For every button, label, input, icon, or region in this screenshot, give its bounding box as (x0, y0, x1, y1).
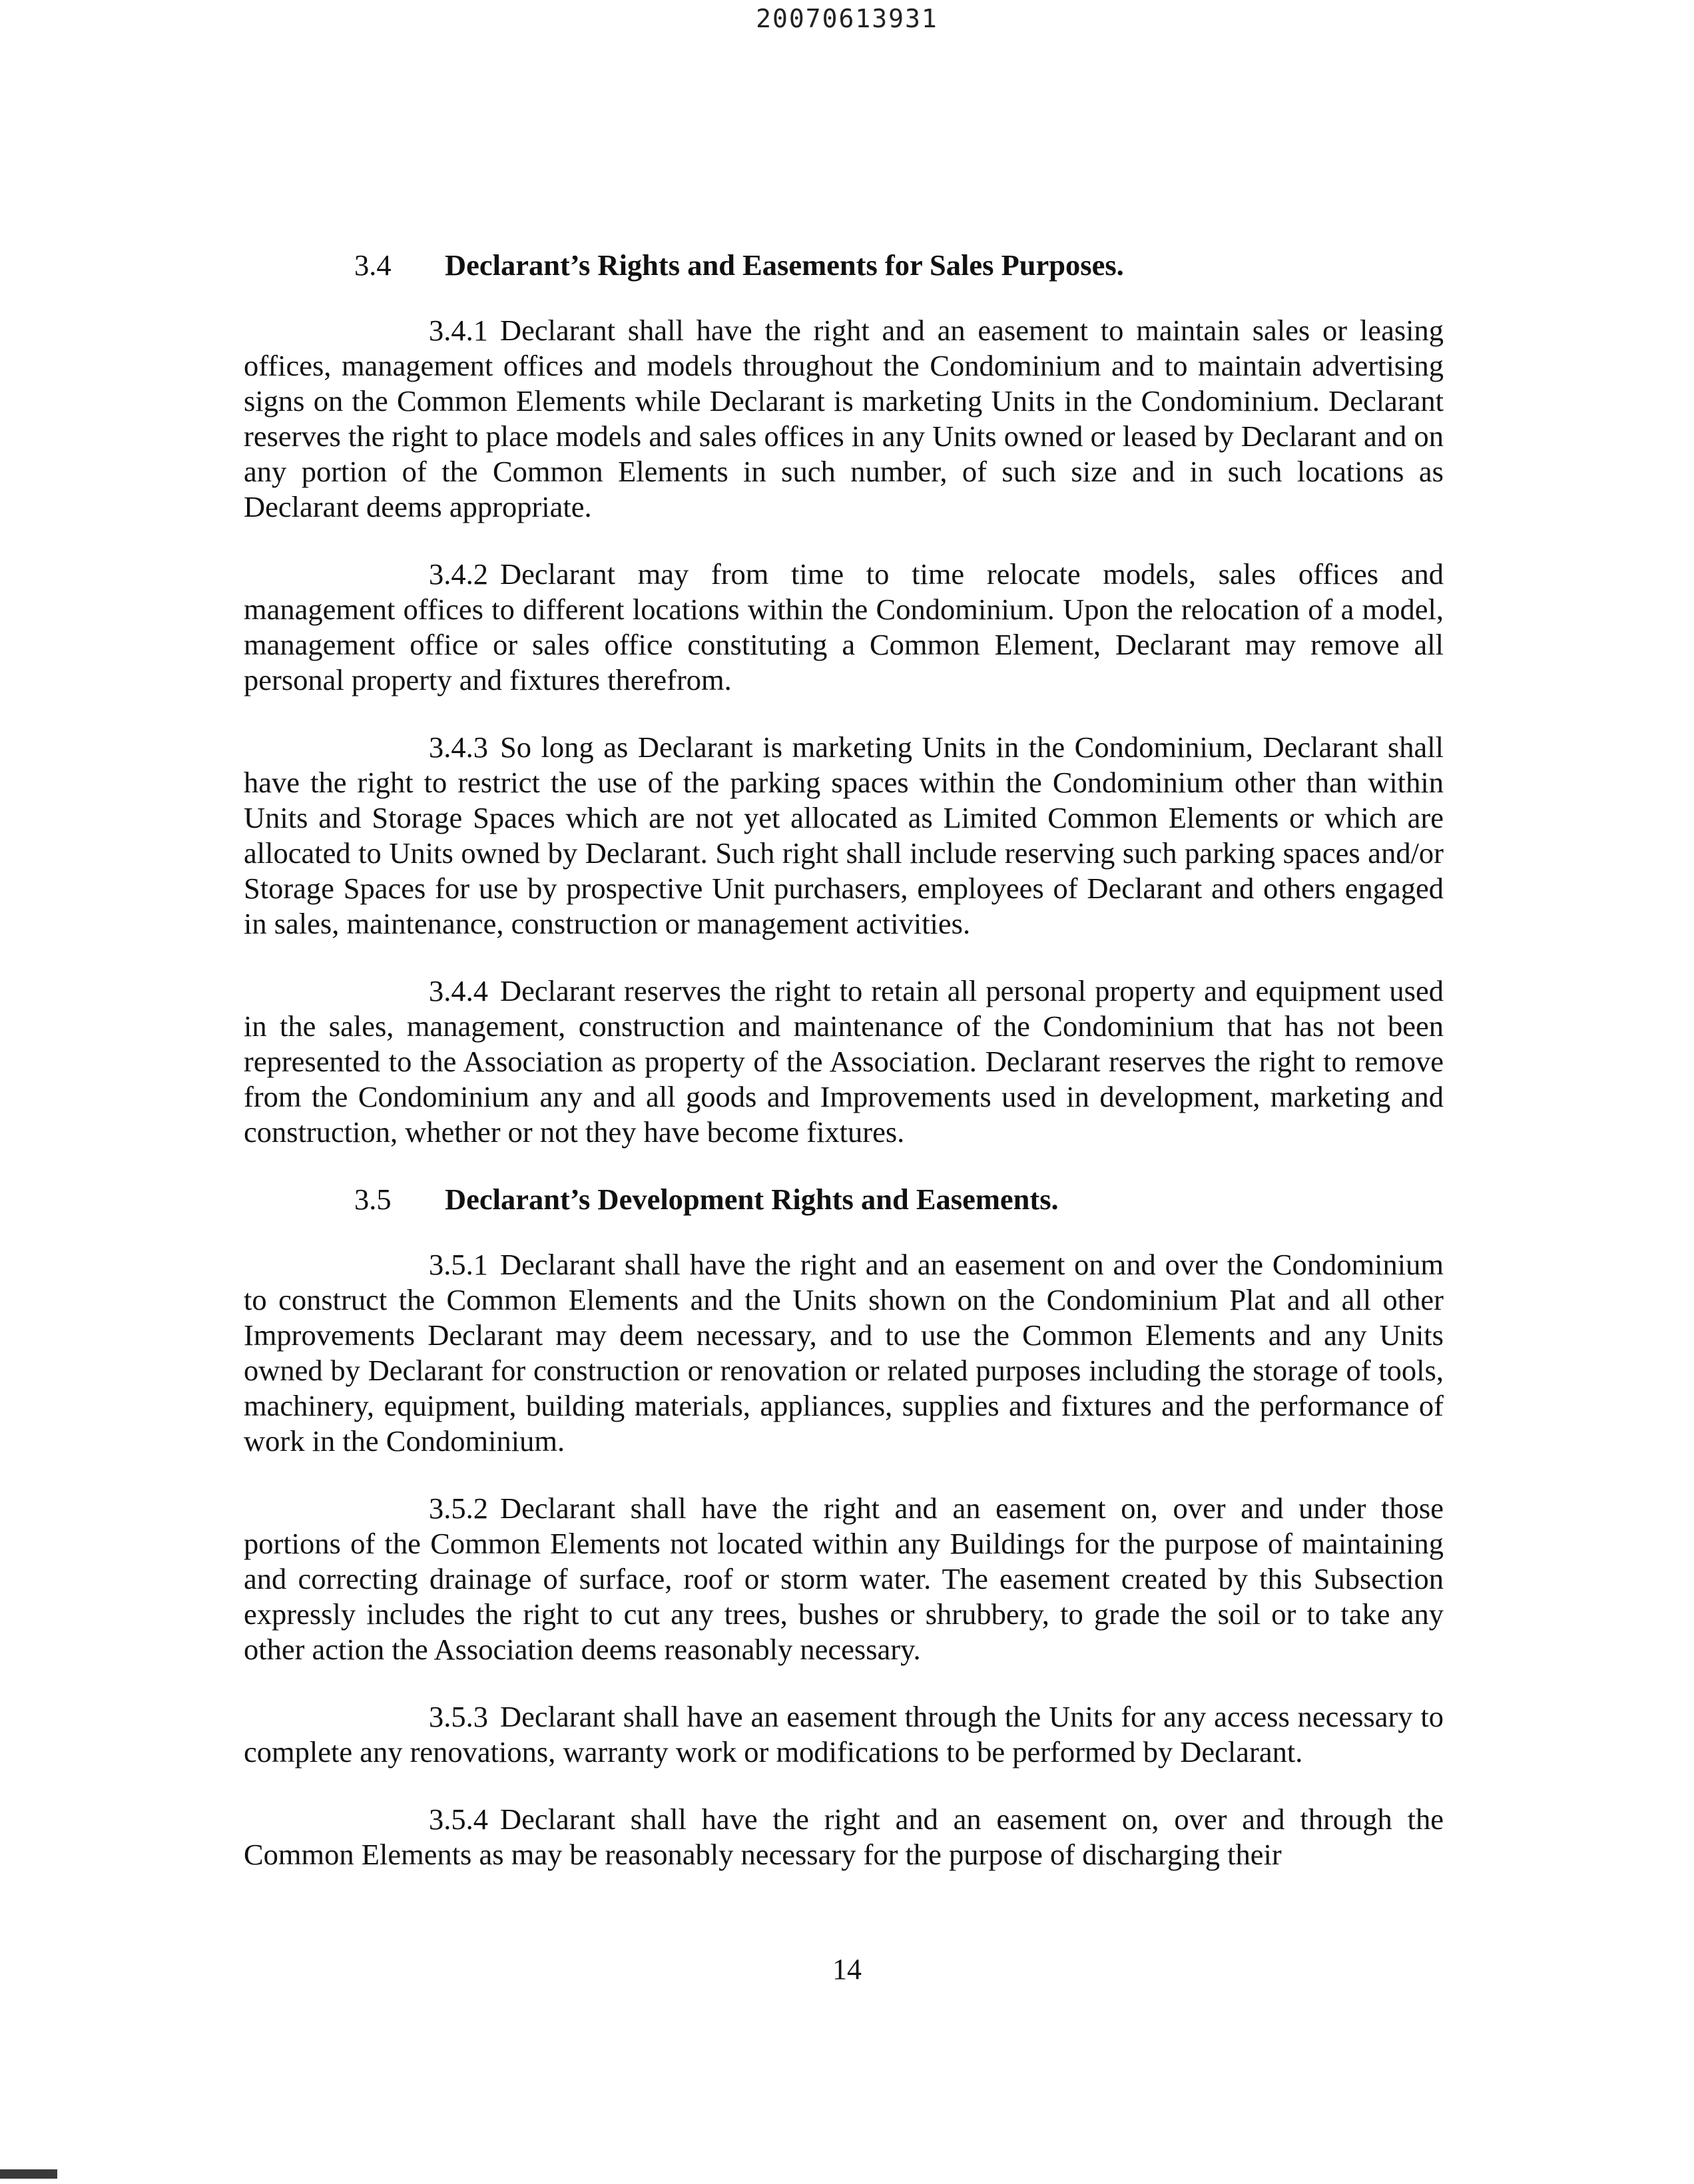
scan-artifact-mark (0, 2169, 57, 2179)
paragraph-text: Declarant shall have an easement through the Units for any access necessary to complete any renovations, warranty work or modifications to be performed by Declarant. (244, 1700, 1444, 1769)
paragraph-text: Declarant may from time to time relocate models, sales offices and management offices to different locations within the Condominium. Upon the relocation of a model, management office or sales office constituting a Common Element, Declarant may remove all personal property and fixtures therefrom. (244, 557, 1444, 696)
section-number: 3.5 (354, 1183, 392, 1216)
page-number: 14 (832, 1953, 862, 1986)
paragraph-3-4-2 (244, 557, 1444, 698)
paragraph-text: Declarant reserves the right to retain all personal property and equipment used in the sales, management, construction and maintenance of the Condominium that has not been represented to the Association as property of the Association. Declarant reserves the right to remove from the Condominium any and all goods and Improvements used in development, marketing and construction, whether or not they have become fixtures. (244, 974, 1444, 1149)
section-number: 3.4 (354, 248, 392, 282)
paragraph-text: Declarant shall have the right and an easement on, over and under those portions of the Common Elements not located within any Buildings for the purpose of maintaining and correcting drainage of surface, roof or storm water. The easement created by this Subsection expressly includes the right to cut any trees, bushes or shrubbery, to grade the soil or to take any other action the Association deems reasonably necessary. (244, 1492, 1444, 1666)
section-heading-3-5 (244, 1182, 1444, 1222)
section-title: Declarant’s Rights and Easements for Sales Purposes. (445, 248, 1124, 282)
paragraph-3-4-3 (244, 730, 1444, 942)
paragraph-text: So long as Declarant is marketing Units in the Condominium, Declarant shall have the right to restrict the use of the parking spaces within the Condominium other than within Units and Storage Spaces which are not yet allocated as Limited Common Elements or which are allocated to Units owned by Declarant. Such right shall include reserving such parking spaces and/or Storage Spaces for use by prospective Unit purchasers, employees of Declarant and others engaged in sales, maintenance, construction or management activities. (244, 730, 1444, 940)
paragraph-number: 3.4.2 (429, 557, 488, 591)
section-title: Declarant’s Development Rights and Easements. (445, 1183, 1059, 1216)
paragraph-3-4-1 (244, 313, 1444, 525)
document-number: 20070613931 (756, 4, 938, 33)
paragraph-text: Declarant shall have the right and an easement to maintain sales or leasing offices, management offices and models throughout the Condominium and to maintain advertising signs on the Common Elements while Declarant is marketing Units in the Condominium. Declarant reserves the right to place models and sales offices in any Units owned or leased by Declarant and on any portion of the Common Elements in such number, of such size and in such locations as Declarant deems appropriate. (244, 314, 1444, 523)
paragraph-3-5-4 (244, 1802, 1444, 1872)
paragraph-number: 3.4.3 (429, 730, 488, 764)
paragraph-number: 3.5.1 (429, 1248, 488, 1281)
section-heading-3-4 (244, 248, 1444, 288)
paragraph-text: Declarant shall have the right and an easement on, over and through the Common Elements as may be reasonably necessary for the purpose of discharging their (244, 1802, 1444, 1871)
paragraph-number: 3.5.2 (429, 1492, 488, 1525)
paragraph-text: Declarant shall have the right and an easement on and over the Condominium to construct the Common Elements and the Units shown on the Condominium Plat and all other Improvements Declarant may deem necessary, and to use the Common Elements and any Units owned by Declarant for construction or renovation or related purposes including the storage of tools, machinery, equipment, building materials, appliances, supplies and fixtures and the performance of work in the Condominium. (244, 1248, 1444, 1458)
document-body (244, 248, 1444, 1904)
paragraph-3-5-1 (244, 1247, 1444, 1459)
paragraph-number: 3.4.1 (429, 314, 488, 347)
paragraph-number: 3.5.3 (429, 1700, 488, 1733)
paragraph-3-5-2 (244, 1491, 1444, 1667)
paragraph-number: 3.4.4 (429, 974, 488, 1007)
paragraph-3-5-3 (244, 1699, 1444, 1770)
paragraph-3-4-4 (244, 973, 1444, 1150)
paragraph-number: 3.5.4 (429, 1802, 488, 1836)
